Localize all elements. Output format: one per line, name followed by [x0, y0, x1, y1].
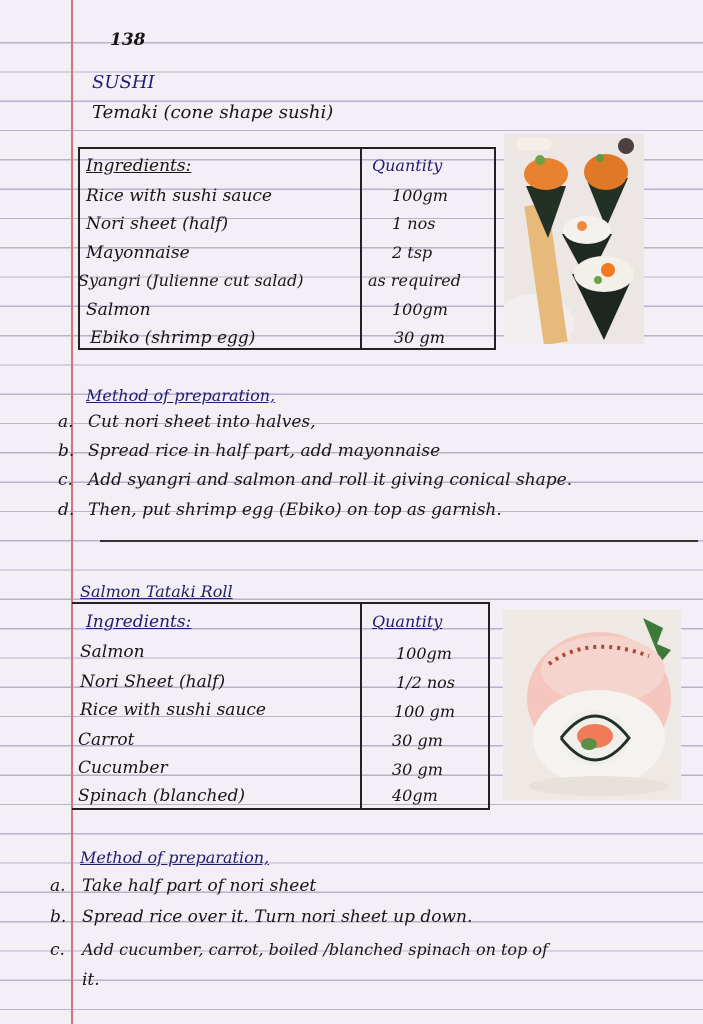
step-text: Then, put shrimp egg (Ebiko) on top as garnish. [88, 500, 502, 520]
salmon-roll-illustration [503, 610, 681, 800]
step-marker: b. [58, 441, 75, 461]
ingredient-cell: Ebiko (shrimp egg) [90, 328, 256, 348]
ingredient-cell: Salmon [86, 300, 151, 320]
table-right-border [488, 602, 490, 810]
step-marker: c. [58, 470, 73, 490]
table-bottom-border [78, 348, 496, 350]
method-heading: Method of preparation, [86, 386, 276, 405]
table-top-border [78, 147, 496, 149]
ingredient-cell: Nori Sheet (half) [80, 672, 226, 692]
ingredient-cell: Syangri (Julienne cut salad) [78, 271, 304, 290]
quantity-cell: 30 gm [394, 328, 445, 347]
quantity-cell: 2 tsp [392, 243, 433, 262]
quantity-cell: 100gm [392, 186, 448, 205]
table-top-border [72, 602, 490, 604]
quantity-cell: 100gm [396, 644, 452, 663]
recipe1-title: Temaki (cone shape sushi) [92, 102, 334, 123]
step-marker: a. [58, 412, 74, 432]
table-left-border [78, 147, 80, 350]
quantity-header: Quantity [372, 156, 443, 175]
ingredient-cell: Spinach (blanched) [78, 786, 246, 806]
table-right-border [494, 147, 496, 350]
ingredient-cell: Nori sheet (half) [86, 214, 229, 234]
ingredient-cell: Mayonnaise [86, 243, 190, 263]
quantity-cell: 100gm [392, 300, 448, 319]
step-marker: d. [58, 500, 75, 520]
quantity-cell: 30 gm [392, 731, 443, 750]
ingredient-cell: Cucumber [78, 758, 168, 778]
quantity-header: Quantity [372, 612, 443, 631]
table-divider [360, 602, 362, 810]
ingredient-header: Ingredients: [86, 156, 192, 176]
step-text: Take half part of nori sheet [82, 876, 317, 896]
page-number: 138 [110, 30, 146, 50]
quantity-cell: 100 gm [394, 702, 456, 721]
step-marker: a. [50, 876, 66, 896]
ingredient-cell: Carrot [78, 730, 135, 750]
salmon-roll-photo [503, 610, 681, 800]
table-divider [360, 147, 362, 350]
step-text: Spread rice over it. Turn nori sheet up down. [82, 907, 473, 927]
ingredient-cell: Rice with sushi sauce [80, 700, 266, 720]
ingredient-cell: Rice with sushi sauce [86, 186, 272, 206]
step-text: Cut nori sheet into halves, [88, 412, 316, 432]
temaki-photo [504, 134, 644, 344]
ingredient-header: Ingredients: [86, 612, 192, 632]
method-heading: Method of preparation, [80, 848, 270, 867]
section-divider [100, 540, 698, 542]
section-title: SUSHI [92, 72, 155, 93]
quantity-cell: 1/2 nos [396, 673, 455, 692]
step-text: Add syangri and salmon and roll it giving conical shape. [88, 470, 573, 490]
step-text: it. [82, 970, 100, 990]
step-text: Add cucumber, carrot, boiled /blanched spinach on top of [82, 940, 548, 959]
quantity-cell: 40gm [392, 786, 438, 805]
recipe2-title: Salmon Tataki Roll [80, 582, 233, 601]
step-text: Spread rice in half part, add mayonnaise [88, 441, 441, 461]
quantity-cell: 1 nos [392, 214, 436, 233]
ingredient-cell: Salmon [80, 642, 145, 662]
quantity-cell: 30 gm [392, 760, 443, 779]
quantity-cell: as required [368, 271, 461, 290]
temaki-illustration [504, 134, 644, 344]
table-bottom-border [72, 808, 490, 810]
step-marker: b. [50, 907, 67, 927]
step-marker: c. [50, 940, 65, 960]
